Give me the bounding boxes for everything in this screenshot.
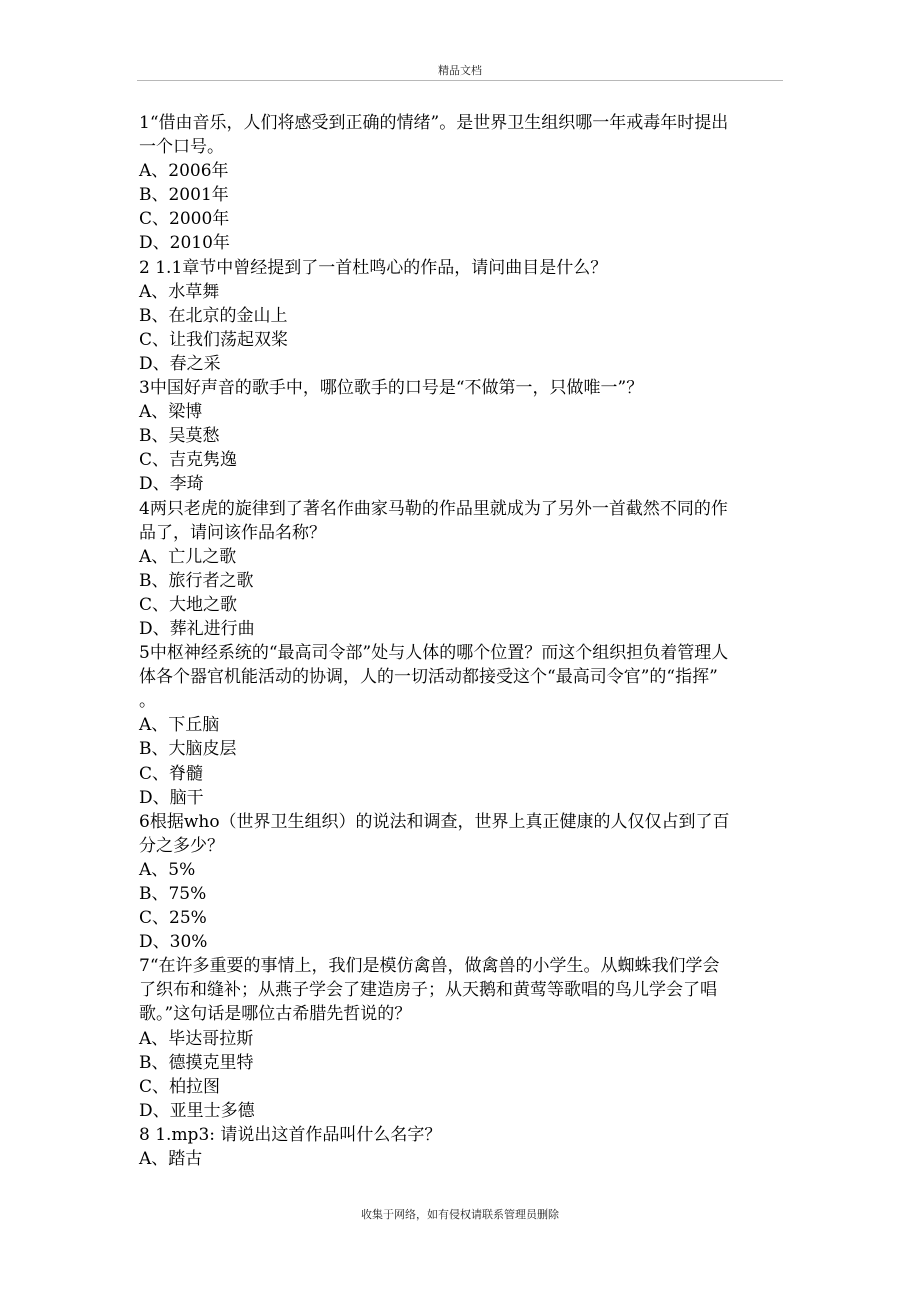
text-line: A、梁博 <box>139 402 203 423</box>
text-line: 歌。”这句话是哪位古希腊先哲说的？ <box>139 1004 412 1025</box>
text-line: A、踏古 <box>139 1149 203 1170</box>
text-line: 3中国好声音的歌手中，哪位歌手的口号是“不做第一，只做唯一”？ <box>139 378 644 399</box>
text-line: B、2001年 <box>139 185 229 206</box>
text-line: C、脊髓 <box>139 763 204 784</box>
text-line: D、30% <box>139 932 208 953</box>
text-line: C、25% <box>139 908 207 929</box>
text-line: D、2010年 <box>139 233 230 254</box>
text-line: 8 1.mp3: 请说出这首作品叫什么名字？ <box>139 1124 442 1145</box>
text-line: A、2006年 <box>139 161 229 182</box>
text-line: D、亚里士多德 <box>139 1100 255 1121</box>
text-line: D、李琦 <box>139 474 204 495</box>
document-body <box>139 111 787 1171</box>
text-line: B、75% <box>139 884 207 904</box>
text-line: B、在北京的金山上 <box>139 305 288 326</box>
text-line: 6根据who（世界卫生组织）的说法和调查，世界上真正健康的人仅仅占到了百 <box>139 811 730 832</box>
text-line: B、吴莫愁 <box>139 426 220 447</box>
text-line: A、毕达哥拉斯 <box>139 1028 254 1049</box>
text-line: A、5% <box>139 859 196 880</box>
header-text: 精品文档 <box>438 64 482 77</box>
text-line: 2 1.1章节中曾经提到了一首杜鸣心的作品，请问曲目是什么？ <box>139 257 608 278</box>
text-line: B、大脑皮层 <box>139 739 237 760</box>
text-line: C、2000年 <box>139 209 230 230</box>
text-line: A、下丘脑 <box>139 715 220 736</box>
text-line: 。 <box>139 691 156 712</box>
text-line: 体各个器官机能活动的协调，人的一切活动都接受这个“最高司令官”的“指挥” <box>139 667 718 688</box>
text-line: 1“借由音乐，人们将感受到正确的情绪”。是世界卫生组织哪一年戒毒年时提出 <box>139 113 729 133</box>
text-line: C、柏拉图 <box>139 1076 221 1097</box>
text-line: 一个口号。 <box>139 137 224 158</box>
text-line: B、德摸克里特 <box>139 1052 254 1073</box>
text-line: 5中枢神经系统的“最高司令部”处与人体的哪个位置？而这个组织担负着管理人 <box>139 643 729 664</box>
text-line: D、脑干 <box>139 787 204 808</box>
text-line: A、水草舞 <box>139 281 220 302</box>
text-line: B、旅行者之歌 <box>139 570 254 591</box>
text-line: C、让我们荡起双桨 <box>139 329 289 350</box>
text-line: 4两只老虎的旋律到了著名作曲家马勒的作品里就成为了另外一首截然不同的作 <box>139 498 728 519</box>
text-line: 7“在许多重要的事情上，我们是模仿禽兽，做禽兽的小学生。从蜘蛛我们学会 <box>139 956 720 977</box>
footer-text: 收集于网络，如有侵权请联系管理员删除 <box>361 1208 559 1221</box>
text-line: 品了，请问该作品名称？ <box>139 522 326 543</box>
text-line: D、葬礼进行曲 <box>139 618 255 639</box>
header-divider <box>137 80 783 81</box>
text-line: D、春之采 <box>139 353 221 374</box>
text-line: C、大地之歌 <box>139 594 238 615</box>
text-line: 了织布和缝补；从燕子学会了建造房子；从天鹅和黄莺等歌唱的鸟儿学会了唱 <box>139 980 717 1001</box>
text-line: 分之多少？ <box>139 835 224 856</box>
text-line: A、亡儿之歌 <box>139 546 237 567</box>
text-line: C、吉克隽逸 <box>139 450 238 471</box>
